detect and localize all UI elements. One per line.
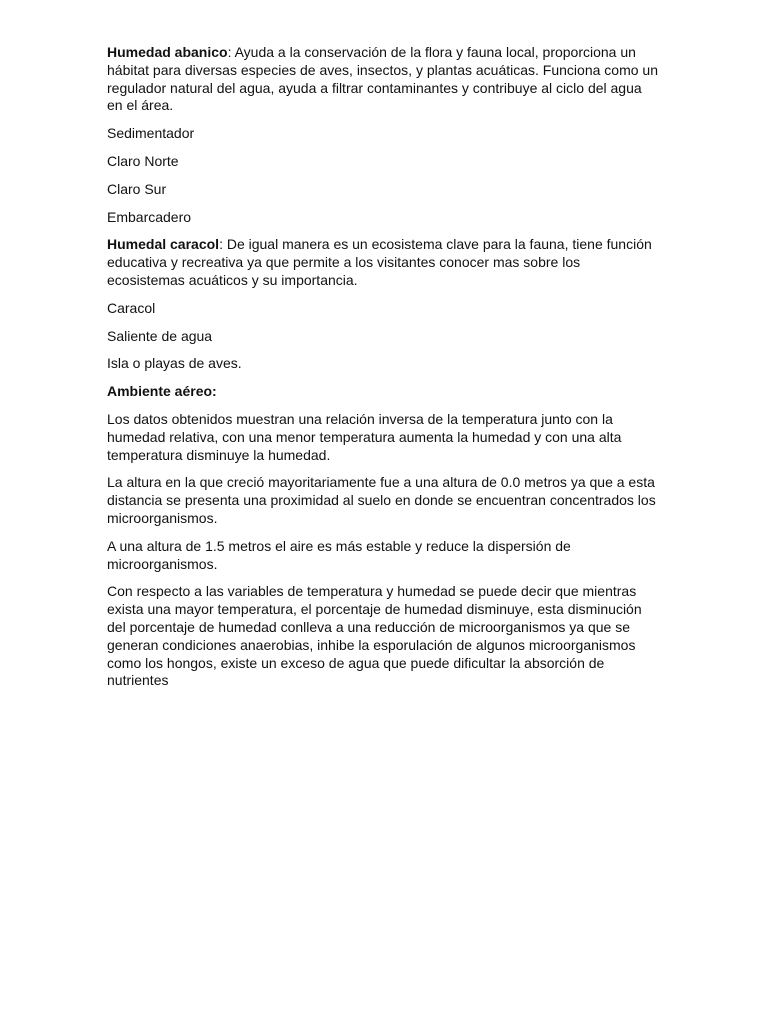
paragraph-datos-obtenidos	[107, 411, 659, 464]
paragraph-text: Sedimentador	[107, 125, 195, 142]
list-item-isla-playas	[107, 355, 659, 373]
paragraph-text: A una altura de 1.5 metros el aire es más estable y reduce la dispersión de microorganismos.	[107, 537, 571, 572]
list-item-claro-sur	[107, 181, 659, 199]
list-item-claro-norte	[107, 153, 659, 171]
paragraph-text: Caracol	[107, 299, 156, 316]
list-item-embarcadero	[107, 209, 659, 227]
paragraph-text: Los datos obtenidos muestran una relación inversa de la temperatura junto con la humedad relativa, con una menor temperatura aumenta la humedad y con una alta temperatura disminuye la humedad.	[107, 410, 622, 463]
list-item-caracol	[107, 300, 659, 318]
paragraph-text: Con respecto a las variables de temperatura y humedad se puede decir que mientras exista una mayor temperatura, el porcentaje de humedad disminuye, esta disminución del porcentaje de humedad conlleva a una reducción de microorganismos ya que se generan condiciones anaerobias, inhibe la esporulación de algunos microorganismos como los hongos, existe un exceso de agua que puede dificultar la absorción de nutrientes	[107, 583, 642, 689]
paragraph-text: La altura en la que creció mayoritariamente fue a una altura de 0.0 metros ya que a esta distancia se presenta una proximidad al suelo en donde se encuentran concentrados los microorganismos.	[107, 474, 656, 526]
document-page	[107, 44, 659, 700]
paragraph-humedad-abanico	[107, 44, 659, 115]
paragraph-altura-crecimiento	[107, 474, 659, 527]
paragraph-altura-1-5	[107, 538, 659, 574]
paragraph-temperatura-humedad	[107, 583, 659, 690]
paragraph-text: : Ayuda a la conservación de la flora y fauna local, proporciona un hábitat para diversas especies de aves, insectos, y plantas acuáticas. Funciona como un regulador natural del agua, ayuda a filtrar contaminantes y contribuye al ciclo del agua en el área.	[107, 44, 658, 114]
paragraph-humedal-caracol	[107, 236, 659, 289]
paragraph-text: Embarcadero	[107, 208, 192, 225]
paragraph-text: Isla o playas de aves.	[107, 355, 242, 372]
paragraph-text: Claro Sur	[107, 180, 167, 197]
paragraph-text: : De igual manera es un ecosistema clave para la fauna, tiene función educativa y recreativa ya que permite a los visitantes conocer mas sobre los ecosistemas acuáticos y su importancia.	[107, 236, 652, 288]
list-item-sedimentador	[107, 125, 659, 143]
paragraph-text: Saliente de agua	[107, 327, 213, 344]
paragraph-label: Humedad abanico	[107, 44, 228, 60]
paragraph-label: Humedal caracol	[107, 236, 220, 253]
paragraph-text: Claro Norte	[107, 152, 179, 169]
list-item-saliente-de-agua	[107, 328, 659, 346]
section-heading-ambiente-aereo	[107, 383, 659, 401]
section-heading: Ambiente aéreo:	[107, 383, 217, 400]
